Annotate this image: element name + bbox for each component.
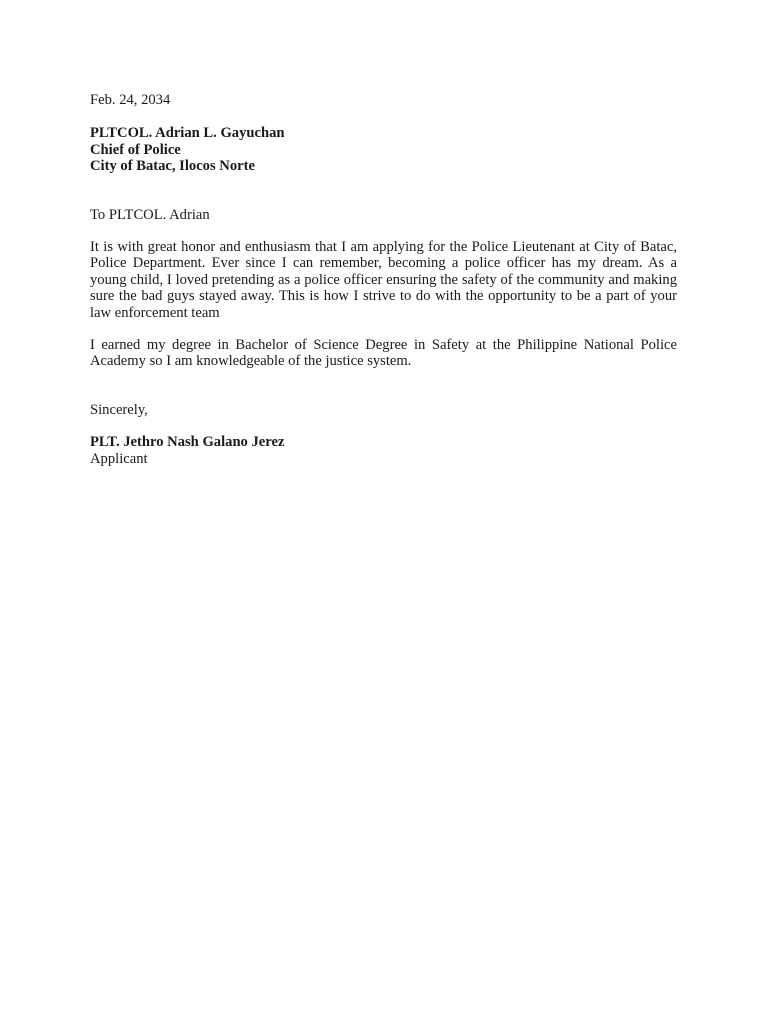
- paragraph-education: I earned my degree in Bachelor of Science Degree in Safety at the Philippine National Police Academy so I am knowledgeable of the justice system.: [90, 337, 677, 370]
- sender-role: Applicant: [90, 450, 148, 467]
- paragraph-intro: It is with great honor and enthusiasm that I am applying for the Police Lieutenant at City of Batac, Police Department. Ever since I can remember, becoming a police officer has my dream. As a young child, I loved pretending as a police officer ensuring the safety of the community and making sure the bad guys stayed away. This is how I strive to do with the opportunity to be a part of your law enforcement team: [90, 239, 677, 321]
- letter-date: Feb. 24, 2034: [90, 92, 171, 108]
- recipient-location: City of Batac, Ilocos Norte: [90, 158, 255, 175]
- recipient-block: [90, 125, 677, 174]
- sender-name: PLT. Jethro Nash Galano Jerez: [90, 434, 285, 451]
- salutation: To PLTCOL. Adrian: [90, 206, 210, 223]
- recipient-title: Chief of Police: [90, 141, 181, 158]
- closing: Sincerely,: [90, 401, 148, 418]
- signature-block: [90, 434, 677, 467]
- recipient-name: PLTCOL. Adrian L. Gayuchan: [90, 125, 285, 142]
- letter-body: [90, 92, 677, 467]
